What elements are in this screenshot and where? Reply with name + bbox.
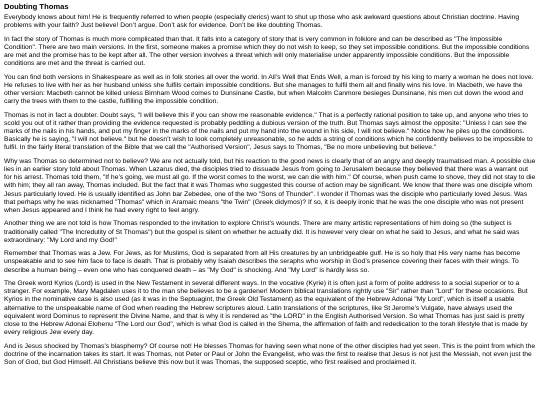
paragraph-kyrios: The Greek word Kyrios (Lord) is used in the New Testament in several different ways. In the vocative (Kyrie) it is often just a form of polite address to a social superior or to a stranger. For example, Mary Magdalen uses it to the man she believes to be a gardener! Modern biblical translations rightly use "Sir" rather than "Lord" for these occasions. But Kyrios in the nominative case is also used (as it was in the Septuagint, the Greek Old Testament) as the equivalent of the Hebrew Adonai "My Lord", which is itself a usable alternative to the unspeakable name of God when reading the Hebrew scriptures aloud. Latin translations of the scriptures, like St Jerome’s Vulgate, have always used the equivalent word Dominus to represent the Divine Name, and that is why it is rendered as "the LORD" in the English Authorised Version. So what Thomas has just said is pretty close to the Hebrew Adonai Elohenu "The Lord our God", which is what God is called in the Shema, the affirmation of faith and rededication to the torah lifestyle that is made by every religious Jew every day.	[4, 280, 528, 337]
paragraph-not-a-doubter: Thomas is not in fact a doubter. Doubt says, "I will believe this if you can show me reasonable evidence." That is a perfectly rational position to take up, and anyone who tries to scold you out of it rather than providing the evidence requested is probably peddling a dubious version of the truth. But Thomas says almost the opposite: "Unless I can see the marks of the nails in his hands, and put my finger in the marks of the nails and put my hand into the wound in his side, I will not believe." Notice how he piles up the conditions. Basically he is saying, "I will not believe." but he doesn’t wish to look completely unreasonable, so he adds a string of conditions which he confidently believes to be impossible to fulfil. In the fairly literal translation of the Bible that we call the "Authorised Version", Jesus says to Thomas, "Be no more unbelieving but believe."	[4, 111, 533, 152]
paragraph-thomas-a-jew: Remember that Thomas was a Jew. For Jews, as for Muslims, God is separated from all His creatures by an unbridgeable gulf. He is so holy that His very name has become unspeakable and to see him face to face is death. That is probably why Isaiah describes the seraphs who worship in God’s presence covering their faces with their wings. To describe a human being – even one who has conquered death – as "My God" is shocking. And "My Lord" is hardly less so.	[4, 250, 521, 274]
paragraph-blasphemy: And is Jesus shocked by Thomas’s blasphemy? Of course not! He blesses Thomas for having seen what none of the other disciples had yet seen. This is the point from which the doctrine of the incarnation takes its start. It was Thomas, not Peter or Paul or John the Evangelist, who was the first to realise that Jesus is not just the Messiah, not even just the Son of God, but God Himself. All Christians believe this now but it was Thomas, the supposed sceptic, who first realised and proclaimed it.	[4, 342, 536, 367]
paragraph-shakespeare: You can find both versions in Shakespeare as well as in folk stories all over the world. In All’s Well that Ends Well, a man is forced by his king to marry a woman he does not love. He refuses to live with her as her husband unless she fulfils certain impossible conditions. But she manages to fulfil them all and finally wins his love. In Macbeth, we have the other version: Macbeth cannot be killed unless Birnham Wood comes to Dunsinane Castle, but when Malcolm Canmore besieges Dunsinane, his men cut down the wood and carry the trees with them to the castle, fulfilling the impossible condition.	[4, 73, 534, 106]
paragraph-wounds: Another thing we are not told is how Thomas responded to the invitation to explore Christ’s wounds. There are many artistic representations of him doing so (the subject is traditionally called "The Incredulity of St Thomas") but the gospel is silent on whether he actually did. It is however very clear on what he said to Jesus, and what he said was extraordinary: "My Lord and my God!"	[4, 220, 520, 244]
article-title: Doubting Thomas	[4, 2, 69, 11]
paragraph-why-not-believe: Why was Thomas so determined not to believe? We are not actually told, but his reaction to the good news is clearly that of an angry and deeply traumatised man. A possible clue lies in an earlier story told about Thomas. When Lazarus died, the disciples tried to dissuade Jesus from going to Jerusalem because they believed that there was a warrant out for his arrest. Thomas told them, "If he’s going, we must all go. If the worst comes to the worst, we can die with him." Of course, when push came to shove, they did not stay to die with him; they all ran away, Thomas included. But the fact that it was Thomas who suggested this course of action may be significant. We know that there was one disciple whom Jesus particularly loved. He is usually identified as John bar Zebedee, one of the two "Sons of Thunder". I wonder if Thomas was the disciple who particularly loved Jesus. Was that perhaps why he was nicknamed "Thomas" which in Aramaic means "the Twin" (Greek didymos)? If so, it is deeply ironic that he was the one disciple who was not present when Jesus appeared and I think he had every right to feel angry.	[4, 157, 536, 215]
paragraph-intro: Everybody knows about him! He is frequently referred to when people (especially clerics) want to shut up those who ask awkward questions about Christian doctrine. Having problems with your faith? Just believe! Don’t argue. Don’t ask for evidence. Don’t be like doubting Thomas.	[4, 14, 520, 30]
paragraph-impossible-condition: In fact the story of Thomas is much more complicated than that. It falls into a category of story that is very common in folklore and can be described as "The Impossible Condition". There are two main versions. In the first, someone makes a promise which they do not wish to keep, so they set impossible conditions. But the impossible conditions are met and the promise has to be kept after all. The other version involves a threat which will only materialise under apparently impossible conditions. But the impossible conditions are met and the threat is carried out.	[4, 35, 530, 68]
